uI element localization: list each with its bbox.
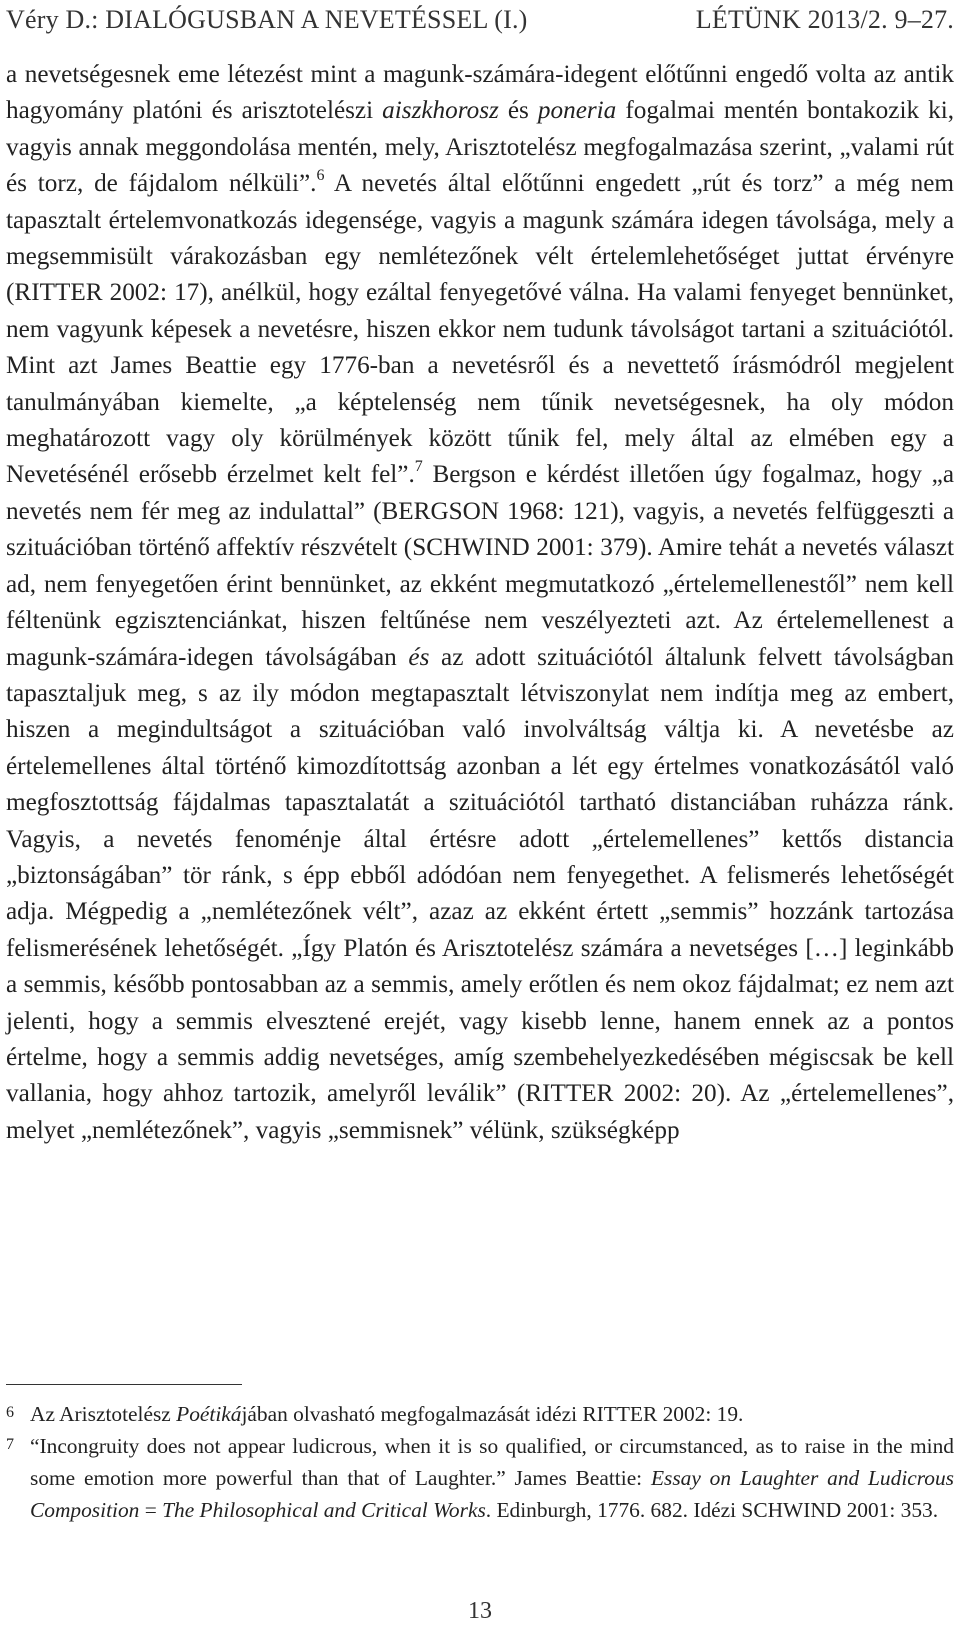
text-segment: A nevetés által előtűnni engedett „rút és torz” a még nem tapasztalt értelemvonatkozás idegensége, vagyis a magunk számára idegen távolsága, mely a megsemmisült várakozásban egy nemlétezőnek vélt értelemlehetőséget juttat érvényre (RITTER 2002: 17), anélkül, hogy ezáltal fenyegetővé válna. Ha valami fenyeget bennünket, nem vagyunk képesek a nevetésre, hiszen ekkor nem tudunk távolságot tartani a szituációtól. Mint azt James Beattie egy 1776-ban a nevetésről és a nevettető írásmódról megjelent tanulmányában kiemelte, „a képtelenség nem tűnik nevetségesnek, ha oly módon meghatározott vagy oly körülmények között tűnik fel, mely által az elmében egy a Nevetésénél erősebb érzelmet kelt fel”. (6, 170, 954, 489)
footnote-italic: Essay on Laughter and Ludicrous Composition (30, 1466, 954, 1522)
footnotes (6, 1398, 954, 1526)
footnote-number: 7 (6, 1436, 14, 1453)
page-number: 13 (468, 1598, 492, 1624)
footnote-number: 6 (6, 1404, 14, 1421)
main-paragraph (6, 57, 954, 1149)
footnote-ref-7: 7 (414, 458, 423, 476)
text-segment: a nevetségesnek eme létezést mint a magunk-számára-idegent előtűnni engedő volta az antik hagyomány platóni és arisztotelészi (6, 61, 954, 125)
text-segment: fogalmai mentén bontakozik ki, vagyis annak meggondolása mentén, mely, Arisztotelész megfogalmazása szerint, „valami rút és torz, de fájdalom nélküli”. (6, 97, 954, 198)
footnote-text: = (139, 1498, 163, 1522)
footnote-text: . Edinburgh, 1776. 682. Idézi SCHWIND 2001: 353. (485, 1498, 939, 1522)
italic-term-poneria: poneria (537, 97, 617, 125)
italic-term-aiszkhorosz: aiszkhorosz (382, 97, 499, 125)
footnote-6 (6, 1398, 954, 1430)
text-segment: és (498, 97, 538, 125)
footnote-7 (6, 1430, 954, 1526)
footnote-italic: Poétiká (176, 1402, 242, 1426)
header-author-title: Véry D.: DIALÓGUSBAN A NEVETÉSSEL (I.) (6, 5, 528, 34)
footnote-italic: The Philosophical and Critical Works (162, 1498, 486, 1522)
footnote-text: jában olvasható megfogalmazását idézi RITTER 2002: 19. (241, 1402, 744, 1426)
italic-term-es: és (408, 643, 430, 671)
footnote-separator (6, 1384, 242, 1385)
footnote-ref-6: 6 (316, 166, 325, 184)
footnote-text: Az Arisztotelész (30, 1402, 177, 1426)
text-segment: az adott szituációtól általunk felvett távolságban tapasztaljuk meg, s az ily módon megtapasztalt létviszonylat nem indítja meg az embert, hiszen a megindultságot a szituációban való involváltság váltja ki. A nevetésbe az értelemellenes által történő kimozdítottság azonban a lét egy értelmes vonatkozásától való megfosztottság fájdalmas tapasztalatát a szituációtól tartható distanciában ruházza ránk. Vagyis, a nevetés fenoménje által értésre adott „értelemellenes” kettős distancia „biztonságában” tör ránk, s épp ebből adódóan nem fenyegethet. A felismerés lehetőségét adja. Mégpedig a „nemlétezőnek vélt”, azaz az ekként értett „semmis” hozzánk tartozása felismerésének lehetőségét. „Így Platón és Arisztotelész számára a nevetséges […] leginkább a semmis, később pontosabban az a semmis, amely erőtlen és nem okoz fájdalmat; ez nem azt jelenti, hogy a semmis elvesztené erejét, vagy kisebb lenne, hanem ennek az a pontos értelme, hogy a semmis addig nevetséges, amíg szembehelyezkedésében mégiscsak be kell vallania, hogy ahhoz tartozik, amelyről leválik” (RITTER 2002: 20). Az „értelemellenes”, melyet „nemlétezőnek”, vagyis „semmisnek” vélünk, szükségképp (6, 643, 954, 1144)
document-page (6, 0, 954, 1639)
footnote-text: “Incongruity does not appear ludicrous, when it is so qualified, or circumstanced, as to raise in the mind some emotion more powerful than that of Laughter.” James Beattie: (30, 1434, 954, 1490)
text-segment: Bergson e kérdést illetően úgy fogalmaz, hogy „a nevetés nem fér meg az indulattal” (BERGSON 1968: 121), vagyis, a nevetés felfüggeszti a szituációban történő affektív részvételt (SCHWIND 2001: 379). Amire tehát a nevetés választ ad, nem fenyegetően érint bennünket, az ekként megmutatkozó „értelemellenestől” nem kell féltenünk egzisztenciánkat, hiszen feltűnése nem veszélyezteti azt. Az értelemellenest a magunk-számára-idegen távolságában (6, 461, 954, 671)
header-journal-citation: LÉTÜNK 2013/2. 9–27. (695, 5, 954, 34)
running-header (6, 4, 954, 36)
